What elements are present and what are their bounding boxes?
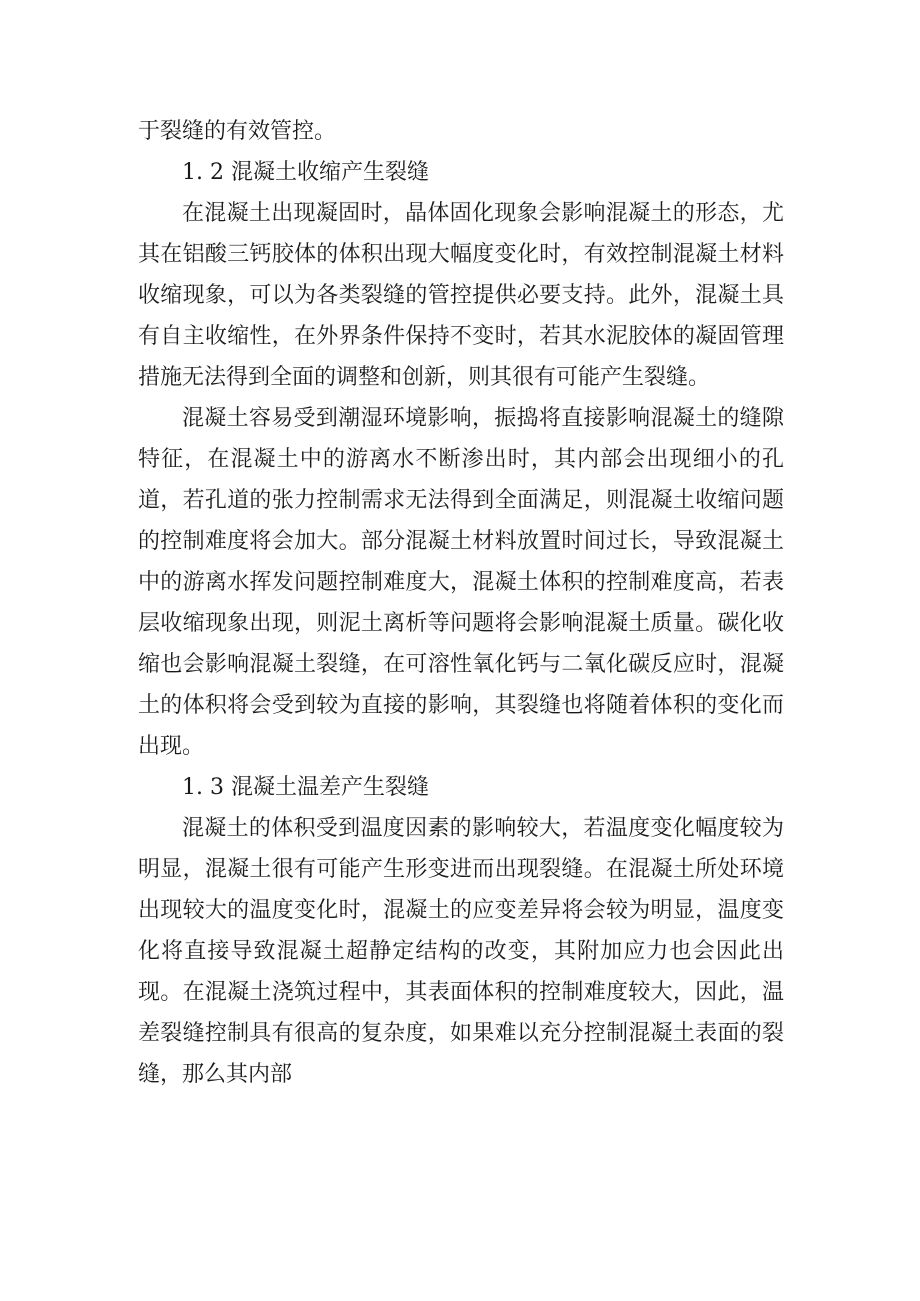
- section-heading-1-3: 1. 3 混凝土温差产生裂缝: [182, 775, 429, 800]
- document-body: [138, 111, 784, 1095]
- paragraph-shrinkage-2: 混凝土容易受到潮湿环境影响，振捣将直接影响混凝土的缝隙特征，在混凝土中的游离水不断渗出时，其内部会出现细小的孔道，若孔道的张力控制需求无法得到全面满足，则混凝土收缩问题的控制难度将会加大。部分混凝土材料放置时间过长，导致混凝土中的游离水挥发问题控制难度大，混凝土体积的控制难度高，若表层收缩现象出现，则泥土离析等问题将会影响混凝土质量。碳化收缩也会影响混凝土裂缝，在可溶性氧化钙与二氧化碳反应时，混凝土的体积将会受到较为直接的影响，其裂缝也将随着体积的变化而出现。: [138, 406, 784, 759]
- paragraph-temperature-1: 混凝土的体积受到温度因素的影响较大，若温度变化幅度较为明显，混凝土很有可能产生形变进而出现裂缝。在混凝土所处环境出现较大的温度变化时，混凝土的应变差异将会较为明显，温度变化将直接导致混凝土超静定结构的改变，其附加应力也会因此出现。在混凝土浇筑过程中，其表面体积的控制难度较大，因此，温差裂缝控制具有很高的复杂度，如果难以充分控制混凝土表面的裂缝，那么其内部: [138, 816, 784, 1087]
- paragraph-continuation: 于裂缝的有效管控。: [138, 119, 337, 144]
- paragraph-shrinkage-1: 在混凝土出现凝固时，晶体固化现象会影响混凝土的形态，尤其在铝酸三钙胶体的体积出现大幅度变化时，有效控制混凝土材料收缩现象，可以为各类裂缝的管控提供必要支持。此外，混凝土具有自主收缩性，在外界条件保持不变时，若其水泥胶体的凝固管理措施无法得到全面的调整和创新，则其很有可能产生裂缝。: [138, 201, 784, 390]
- section-heading-1-2: 1. 2 混凝土收缩产生裂缝: [182, 160, 429, 185]
